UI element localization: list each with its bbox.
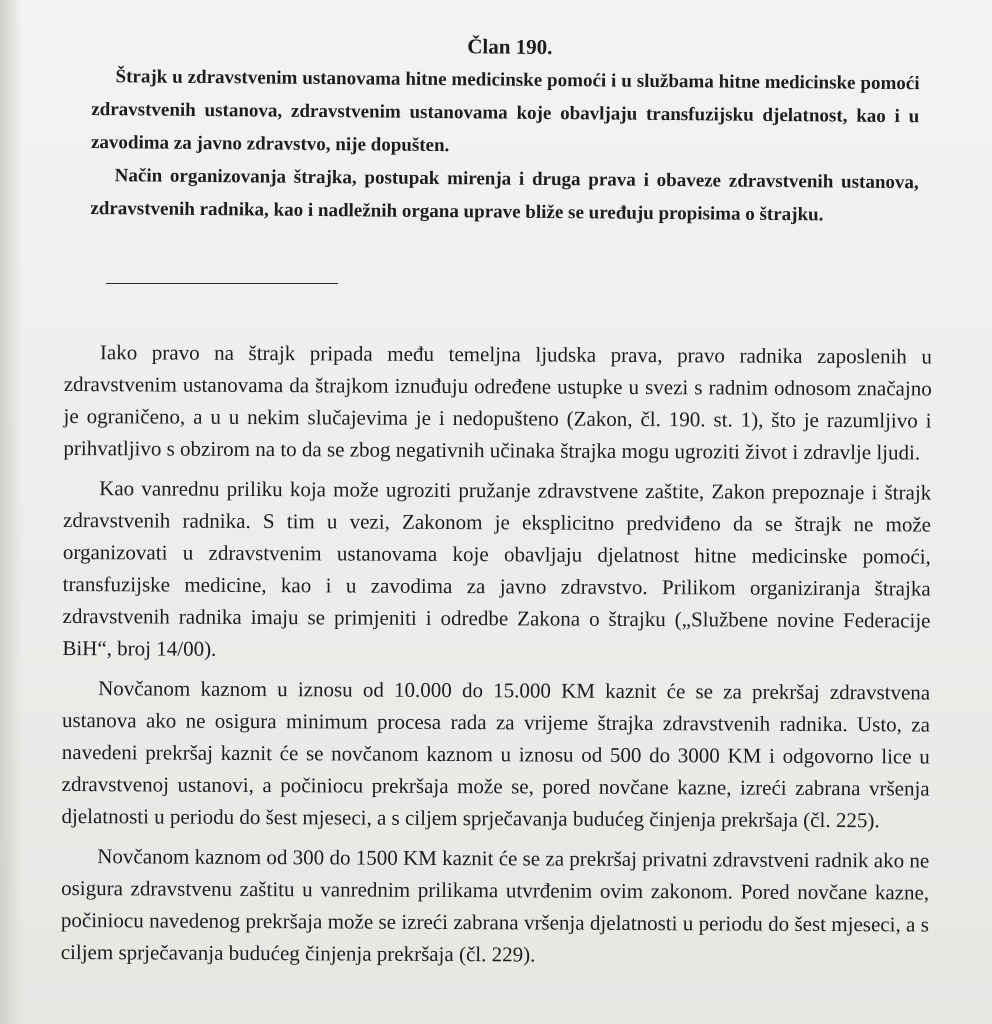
article-block <box>90 28 920 232</box>
commentary-paragraph: Kao vanrednu priliku koja može ugroziti pružanje zdravstvene zaštite, Zakon prepoznaje i štrajk zdravstvenih radnika. S tim u vezi, Zakonom je eksplicitno predviđeno da se štrajk ne može organizovati u zdravstvenim ustanovama koje obavljaju djelatnost hitne medicinske pomoći, transfuzijske medicine, kao i u zavodima za javno zdravstvo. Prilikom organiziranja štrajka zdravstvenih radnika imaju se primjeniti i odredbe Zakona o štrajku („Službene novine Federacije BiH“, broj 14/00). <box>62 476 932 661</box>
commentary-paragraph: Iako pravo na štrajk pripada među temeljna ljudska prava, pravo radnika zaposlenih u zdravstvenim ustanovama da štrajkom iznuđuju određene ustupke u svezi s radnim odnosom značajno je ograničeno, a u u nekim slučajevima je i nedopušteno (Zakon, čl. 190. st. 1), što je razumljivo i prihvatljivo s obzirom na to da se zbog negativnih učinaka štrajka mogu ugroziti život i zdravlje ljudi. <box>63 340 932 465</box>
commentary-paragraph: Novčanom kaznom u iznosu od 10.000 do 15.000 KM kaznit će se za prekršaj zdravstvena ustanova ako ne osigura minimum procesa rada za vrijeme štrajka zdravstvenih radnika. Usto, za navedeni prekršaj kaznit će se novčanom kaznom u iznosu od 500 do 3000 KM i odgovorno lice u zdravstvenoj ustanovi, a počiniocu prekršaja može se, pored novčane kazne, izreći zabrana vršenja djelatnosti u periodu do šest mjeseci, a s ciljem sprječavanja budućeg činjenja prekršaja (čl. 225). <box>61 676 931 833</box>
section-separator-line <box>106 283 338 284</box>
page-gutter-shadow <box>0 0 22 1024</box>
article-title: Član 190. <box>467 34 553 60</box>
commentary-paragraph: Novčanom kaznom od 300 do 1500 KM kaznit će se za prekršaj privatni zdravstveni radnik ako ne osigura zdravstvenu zaštitu u vanrednim prilikama utvrđenim ovim zakonom. Pored novčane kazne, počiniocu navedenog prekršaja može se izreći zabrana vršenja djelatnosti u periodu do šest mjeseci, a s ciljem sprječavanja budućeg činjenja prekršaja (čl. 229). <box>60 844 930 967</box>
commentary-block <box>61 336 932 981</box>
article-paragraph: Štrajk u zdravstvenim ustanovama hitne medicinske pomoći i u službama hitne medicinske pomoći zdravstvenih ustanova, zdravstvenim ustanovama koje obavljaju transfuzijsku djelatnost, kao i u zavodima za javno zdravstvo, nije dopušten. <box>90 66 920 157</box>
article-paragraph: Način organizovanja štrajka, postupak mirenja i druga prava i obaveze zdravstvenih ustanova, zdravstvenih radnika, kao i nadležnih organa uprave bliže se uređuju propisima o štrajku. <box>90 165 919 226</box>
